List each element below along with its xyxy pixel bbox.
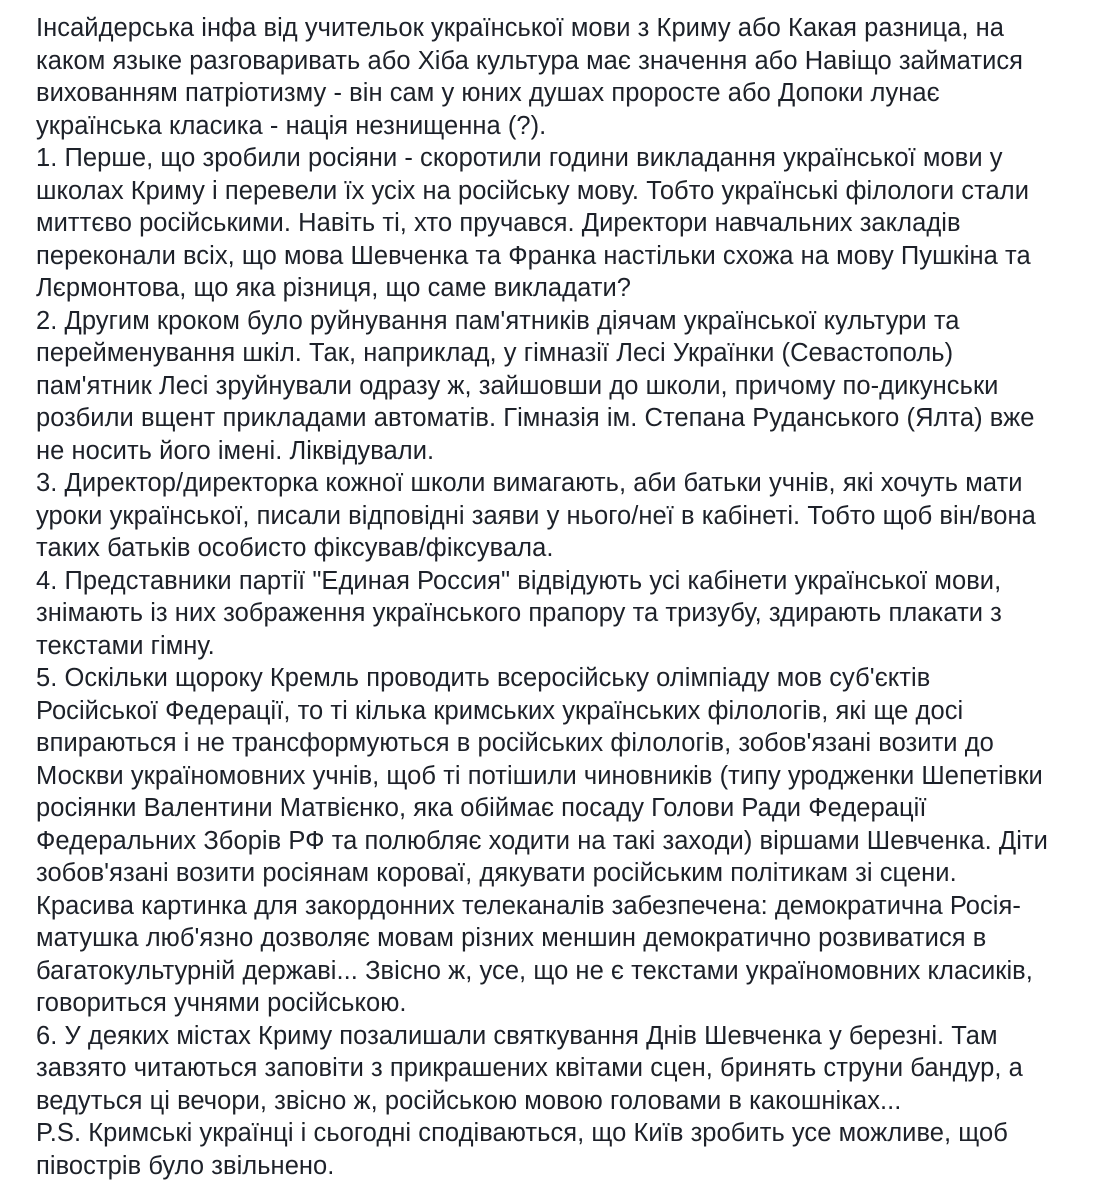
text-line: Лєрмонтова, що яка різниця, що саме викладати?	[36, 274, 632, 302]
text-line: ведуться ці вечори, звісно ж, російською мовою головами в какошніках...	[36, 1086, 902, 1115]
text-line: уроки української, писали відповідні заяви у нього/неї в кабінеті. Тобто щоб він/вона	[36, 501, 1036, 530]
text-line: 5. Оскільки щороку Кремль проводить всеросійську олімпіаду мов суб'єктів	[36, 664, 931, 692]
text-line: Російської Федерації, то ті кілька кримських українських філологів, які ще досі	[36, 696, 964, 725]
text-line: Москви україномовних учнів, щоб ті потішили чиновників (типу уродженки Шепетівки	[36, 761, 1043, 790]
text-line: 2. Другим кроком було руйнування пам'ятників діячам української культури та	[36, 306, 960, 335]
text-line: півострів було звільнено.	[36, 1151, 335, 1180]
text-line: Федеральних Зборів РФ та полюбляє ходити на такі заходи) віршами Шевченка. Діти	[36, 826, 1048, 855]
text-line: 6. У деяких містах Криму позалишали святкування Днів Шевченка у березні. Там	[36, 1021, 998, 1050]
text-line: школах Криму і перевели їх усіх на російську мову. Тобто українські філологи стали	[36, 176, 1030, 205]
text-line: текстами гімну.	[36, 631, 215, 660]
text-line: знімають із них зображення українського прапору та тризубу, здирають плакати з	[36, 599, 1002, 627]
text-line: пам'ятник Лесі зруйнували одразу ж, зайшовши до школи, причому по-дикунськи	[36, 371, 999, 400]
text-line: розбили вщент прикладами автоматів. Гімназія ім. Степана Руданського (Ялта) вже	[36, 404, 1035, 432]
text-line: українська класика - нація незнищенна (?).	[36, 111, 547, 140]
text-line: миттєво російськими. Навіть ті, хто пручався. Директори навчальних закладів	[36, 209, 961, 237]
text-line: говориться учнями російською.	[36, 989, 407, 1017]
text-line: переконали всіх, що мова Шевченка та Франка настільки схожа на мову Пушкіна та	[36, 241, 1031, 270]
text-line: вихованням патріотизму - він сам у юних душах проросте або Допоки лунає	[36, 79, 940, 107]
text-line: матушка люб'язно дозволяє мовам різних меншин демократично розвиватися в	[36, 924, 987, 952]
text-line: 1. Перше, що зробили росіяни - скоротили години викладання української мови у	[36, 144, 1003, 172]
text-line: завзято читаються заповіти з прикрашених квітами сцен, бринять струни бандур, а	[36, 1054, 1023, 1082]
text-line: росіянки Валентини Матвієнко, яка обіймає посаду Голови Ради Федерації	[36, 794, 927, 822]
text-line: Красива картинка для закордонних телеканалів забезпечена: демократична Росія-	[36, 891, 1021, 920]
text-line: впираються і не трансформуються в російських філологів, зобов'язані возити до	[36, 729, 994, 757]
text-line: P.S. Кримські українці і сьогодні сподіваються, що Київ зробить усе можливе, щоб	[36, 1119, 1008, 1147]
text-line: не носить його імені. Ліквідували.	[36, 436, 435, 465]
text-line: зобов'язані возити росіянам короваї, дякувати російським політикам зі сцени.	[36, 859, 957, 887]
text-line: таких батьків особисто фіксував/фіксувала.	[36, 534, 554, 562]
text-line: Інсайдерська інфа від учительок української мови з Криму або Какая разница, на	[36, 14, 1005, 42]
text-line: 4. Представники партії "Единая Россия" відвідують усі кабінети української мови,	[36, 566, 1002, 595]
text-line: 3. Директор/директорка кожної школи вимагають, аби батьки учнів, які хочуть мати	[36, 469, 1023, 497]
text-line: багатокультурній державі... Звісно ж, усе, що не є текстами україномовних класиків,	[36, 956, 1033, 985]
text-line: каком языке разговаривать або Хіба культура має значення або Навіщо займатися	[36, 46, 1024, 75]
text-line: перейменування шкіл. Так, наприклад, у гімназії Лесі Українки (Севастополь)	[36, 339, 954, 367]
